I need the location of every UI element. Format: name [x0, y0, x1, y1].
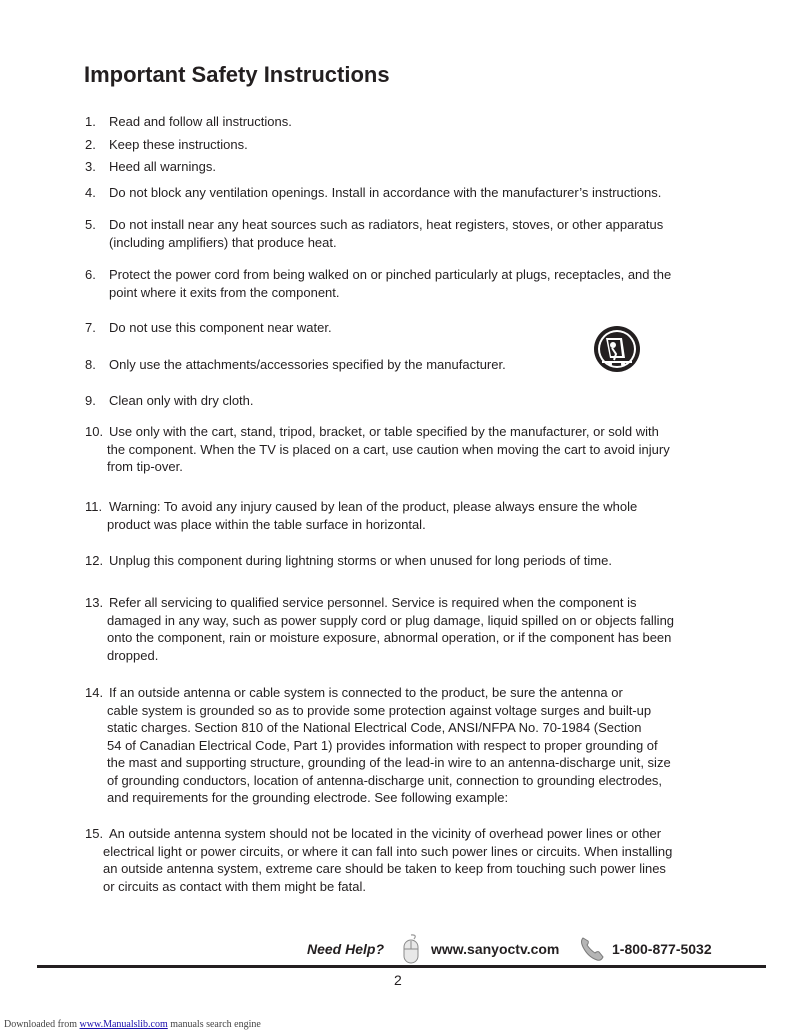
instruction-number: 3.	[85, 159, 96, 174]
instruction-line: an outside antenna system, extreme care should be taken to keep from touching such power lines	[103, 861, 666, 876]
instruction-line: dropped.	[107, 647, 159, 663]
phone-icon	[578, 934, 606, 962]
instruction-number: 5.	[85, 217, 96, 232]
instruction-line: (including amplifiers) that produce heat.	[109, 234, 337, 250]
instruction-number: 11.	[85, 499, 103, 514]
footer-divider	[37, 965, 766, 968]
download-note	[4, 1019, 261, 1030]
instruction-line: 54 of Canadian Electrical Code, Part 1) provides information with respect to proper grounding of	[107, 737, 658, 753]
instruction-line: Read and follow all instructions.	[109, 114, 292, 129]
mouse-icon	[396, 933, 426, 965]
instruction-line: If an outside antenna or cable system is connected to the product, be sure the antenna or	[109, 685, 623, 700]
instruction-number: 6.	[85, 267, 96, 282]
instruction-line: and requirements for the grounding electrode. See following example:	[107, 790, 509, 805]
instruction-number: 8.	[85, 357, 96, 372]
instruction-line: the mast and supporting structure, grounding of the lead-in wire to an antenna-discharge unit, size	[107, 755, 671, 770]
instruction-number: 15.	[85, 826, 104, 841]
instruction-line: Heed all warnings.	[109, 159, 216, 174]
instruction-item	[85, 684, 735, 807]
instruction-line: Refer all servicing to qualified service personnel. Service is required when the component is	[109, 595, 637, 610]
instruction-line: Use only with the cart, stand, tripod, bracket, or table specified by the manufacturer, or sold with	[109, 424, 659, 439]
instruction-line: cable system is grounded so as to provide some protection against voltage surges and built-up	[107, 702, 652, 718]
instruction-line: product was place within the table surface in horizontal.	[107, 516, 426, 532]
instruction-line: Warning: To avoid any injury caused by lean of the product, please always ensure the whole	[109, 499, 638, 514]
instruction-item	[85, 498, 735, 533]
instruction-item	[85, 552, 735, 570]
instruction-item	[85, 158, 735, 176]
page-number: 2	[394, 972, 402, 988]
instruction-item	[85, 216, 735, 251]
instruction-number: 7.	[85, 320, 96, 335]
page-title: Important Safety Instructions	[84, 62, 390, 87]
instruction-line: Protect the power cord from being walked on or pinched particularly at plugs, receptacles, and the	[109, 267, 672, 282]
instruction-line: electrical light or power circuits, or where it can fall into such power lines or circuits. When installing	[103, 843, 673, 859]
download-note-suffix: manuals search engine	[167, 1019, 261, 1030]
instruction-line: point where it exits from the component.	[109, 284, 340, 300]
instruction-number: 2.	[85, 137, 96, 152]
instruction-number: 12.	[85, 553, 104, 568]
need-help-label: Need Help?	[307, 941, 385, 957]
instruction-line: static charges. Section 810 of the National Electrical Code, ANSI/NFPA No. 70-1984 (Section	[107, 720, 642, 735]
instruction-line: Only use the attachments/accessories specified by the manufacturer.	[109, 357, 506, 372]
instruction-line: Do not use this component near water.	[109, 320, 332, 335]
instruction-item	[85, 825, 735, 895]
instruction-line: Clean only with dry cloth.	[109, 393, 254, 408]
instruction-item	[85, 594, 735, 664]
download-note-prefix: Downloaded from	[4, 1019, 80, 1030]
instruction-number: 9.	[85, 393, 96, 408]
instruction-item	[85, 113, 735, 131]
instruction-line: An outside antenna system should not be located in the vicinity of overhead power lines or other	[109, 826, 662, 841]
instruction-number: 4.	[85, 185, 96, 200]
instruction-line: or circuits as contact with them might be fatal.	[103, 878, 366, 894]
instruction-line: Do not block any ventilation openings. Install in accordance with the manufacturer’s instructions.	[109, 185, 662, 200]
instruction-line: Unplug this component during lightning storms or when unused for long periods of time.	[109, 553, 612, 568]
instruction-line: damaged in any way, such as power supply cord or plug damage, liquid spilled on or objects falling	[107, 612, 675, 628]
instruction-item	[85, 136, 735, 154]
instruction-number: 10.	[85, 424, 104, 439]
instruction-item	[85, 392, 735, 410]
website-link[interactable]: www.sanyoctv.com	[431, 941, 560, 957]
instruction-number: 14.	[85, 685, 104, 700]
instruction-line: the component. When the TV is placed on a cart, use caution when moving the cart to avoid injury	[107, 441, 670, 457]
instruction-item	[85, 184, 735, 202]
manualslib-link[interactable]: www.Manualslib.com	[79, 1019, 168, 1030]
instruction-line: of grounding conductors, location of antenna-discharge unit, connection to grounding electrodes,	[107, 772, 663, 788]
cart-warning-icon	[592, 324, 642, 374]
instruction-number: 13.	[85, 595, 104, 610]
instruction-line: onto the component, rain or moisture exposure, abnormal operation, or if the component has been	[107, 630, 672, 645]
instruction-item	[85, 266, 735, 301]
instruction-line: Keep these instructions.	[109, 137, 248, 152]
instruction-item	[85, 423, 735, 476]
instruction-number: 1.	[85, 114, 96, 129]
instruction-line: Do not install near any heat sources such as radiators, heat registers, stoves, or other apparatus	[109, 217, 664, 232]
instruction-line: from tip-over.	[107, 459, 183, 474]
phone-number[interactable]: 1-800-877-5032	[612, 941, 712, 957]
